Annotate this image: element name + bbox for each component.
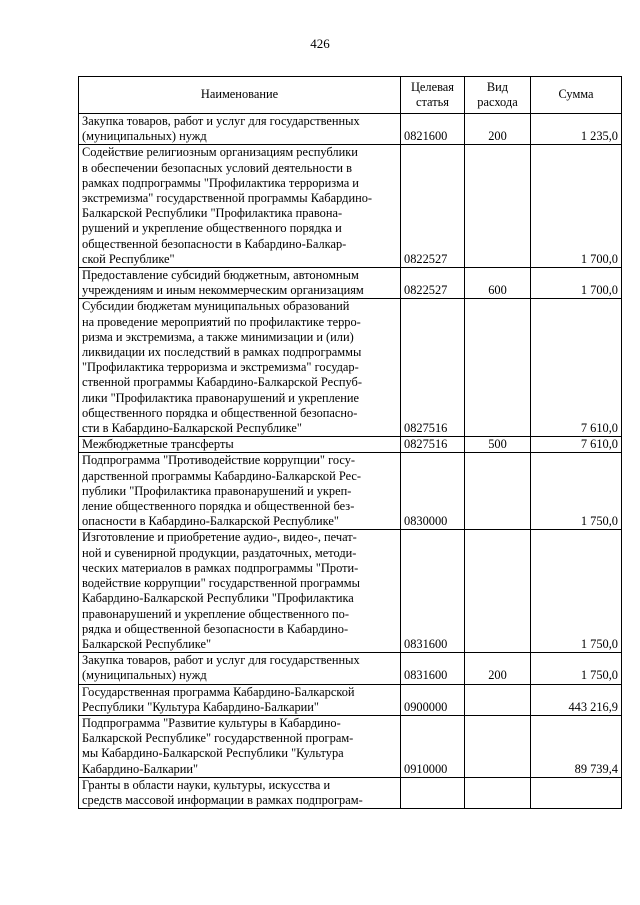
row-sum: 1 750,0: [531, 453, 622, 530]
header-sum: Сумма: [531, 77, 622, 114]
row-name: Изготовление и приобретение аудио-, видео-, печат- ной и сувенирной продукции, раздаточных, методи- ческих материалов в рамках подпрограммы "Проти- водействие коррупции" государственной программы Кабардино-Балкарской Республики "Профилактика правонарушений и укрепление общественного по- рядка и общественной безопасности в Кабардино- Балкарской Республике": [79, 530, 401, 653]
row-sum: 7 610,0: [531, 437, 622, 453]
row-code: 0910000: [401, 715, 465, 777]
table-row: [79, 114, 622, 145]
row-sum: 7 610,0: [531, 299, 622, 437]
page-number: 426: [310, 36, 330, 51]
row-code: 0822527: [401, 268, 465, 299]
row-name: Содействие религиозным организациям республики в обеспечении безопасных условий деятельности в рамках подпрограммы "Профилактика терроризма и экстремизма" государственной программы Кабардино-Балкарской Республики "Профилактика правона- рушений и укрепление общественного порядка и общественной безопасности в Кабардино-Балкар- ской Республике": [79, 145, 401, 268]
table-row: [79, 684, 622, 715]
row-name: Межбюджетные трансферты: [79, 437, 401, 453]
header-code: Целевая статья: [401, 77, 465, 114]
budget-table: [78, 76, 622, 809]
row-type: [465, 453, 531, 530]
row-name: Закупка товаров, работ и услуг для государственных (муниципальных) нужд: [79, 653, 401, 684]
row-code: 0900000: [401, 684, 465, 715]
row-type: [465, 530, 531, 653]
row-sum: 1 750,0: [531, 653, 622, 684]
row-type: 600: [465, 268, 531, 299]
row-name: Закупка товаров, работ и услуг для государственных (муниципальных) нужд: [79, 114, 401, 145]
row-type: [465, 145, 531, 268]
table-row: [79, 715, 622, 777]
table-row: [79, 653, 622, 684]
row-name: Подпрограмма "Развитие культуры в Кабардино- Балкарской Республике" государственной програм- мы Кабардино-Балкарской Республики "Культура Кабардино-Балкарии": [79, 715, 401, 777]
row-code: 0821600: [401, 114, 465, 145]
row-type: [465, 777, 531, 808]
row-sum: 443 216,9: [531, 684, 622, 715]
table-row: [79, 299, 622, 437]
row-type: [465, 299, 531, 437]
row-name: Подпрограмма "Противодействие коррупции" госу- дарственной программы Кабардино-Балкарской Рес- публики "Профилактика правонарушений и укреп- ление общественного порядка и общественной без- опасности в Кабардино-Балкарской Республике": [79, 453, 401, 530]
row-type: [465, 684, 531, 715]
row-code: [401, 777, 465, 808]
row-code: 0831600: [401, 653, 465, 684]
table-row: [79, 437, 622, 453]
row-name: Государственная программа Кабардино-Балкарской Республики "Культура Кабардино-Балкарии": [79, 684, 401, 715]
table-row: [79, 777, 622, 808]
table-row: [79, 268, 622, 299]
table-row: [79, 145, 622, 268]
row-code: 0827516: [401, 437, 465, 453]
table-row: [79, 453, 622, 530]
row-code: 0831600: [401, 530, 465, 653]
row-name: Гранты в области науки, культуры, искусства и средств массовой информации в рамках подпрограм-: [79, 777, 401, 808]
row-type: [465, 715, 531, 777]
table-header-row: [79, 77, 622, 114]
header-type: Вид расхода: [465, 77, 531, 114]
row-sum: 1 700,0: [531, 145, 622, 268]
row-sum: 89 739,4: [531, 715, 622, 777]
row-type: 200: [465, 114, 531, 145]
row-type: 500: [465, 437, 531, 453]
row-sum: 1 750,0: [531, 530, 622, 653]
row-code: 0822527: [401, 145, 465, 268]
row-name: Субсидии бюджетам муниципальных образований на проведение мероприятий по профилактике терро- ризма и экстремизма, а также минимизации и (или) ликвидации их последствий в рамках подпрограммы "Профилактика терроризма и экстремизма" государ- ственной программы Кабардино-Балкарской Респуб- лики "Профилактика правонарушений и укрепление общественного порядка и общественной безопасно- сти в Кабардино-Балкарской Республике": [79, 299, 401, 437]
row-code: 0830000: [401, 453, 465, 530]
row-sum: [531, 777, 622, 808]
row-name: Предоставление субсидий бюджетным, автономным учреждениям и иным некоммерческим организациям: [79, 268, 401, 299]
row-sum: 1 235,0: [531, 114, 622, 145]
row-sum: 1 700,0: [531, 268, 622, 299]
row-code: 0827516: [401, 299, 465, 437]
row-type: 200: [465, 653, 531, 684]
table-row: [79, 530, 622, 653]
header-name: Наименование: [79, 77, 401, 114]
